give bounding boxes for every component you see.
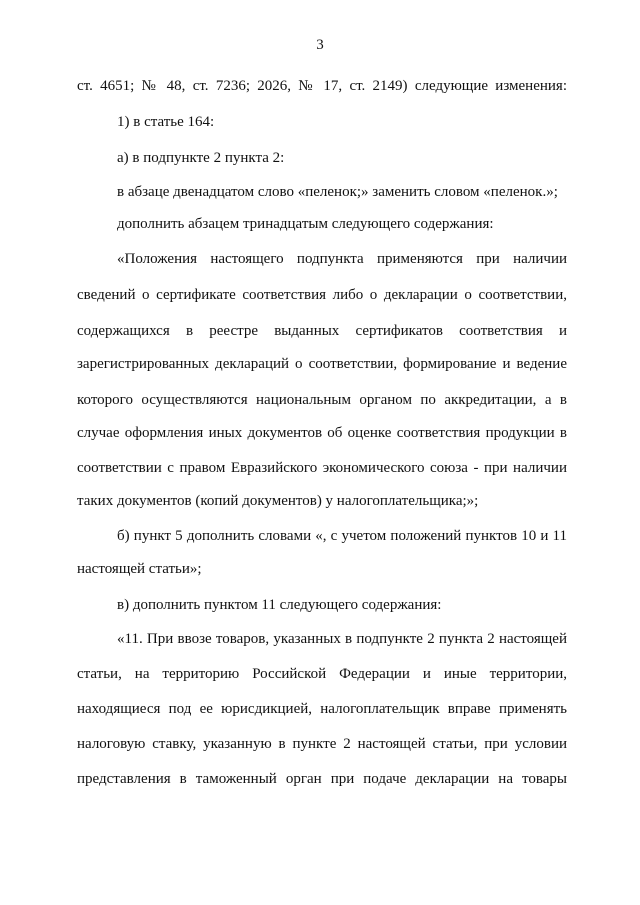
page-number: 3 [316, 37, 324, 53]
text-line: б) пункт 5 дополнить словами «, с учетом положений пунктов 10 и 11 [117, 528, 567, 544]
text-line: ст. 4651; № 48, ст. 7236; 2026, № 17, ст. 2149) следующие изменения: [77, 78, 567, 94]
text-line: 1) в статье 164: [117, 114, 215, 130]
text-line: находящиеся под ее юрисдикцией, налогоплательщик вправе применять [77, 701, 567, 717]
text-line: которого осуществляются национальным органом по аккредитации, а в [77, 392, 567, 408]
text-line: соответствии с правом Евразийского экономического союза - при наличии [77, 460, 567, 476]
text-line: «11. При ввозе товаров, указанных в подпункте 2 пункта 2 настоящей [117, 631, 567, 647]
text-line: а) в подпункте 2 пункта 2: [117, 150, 285, 166]
text-line: таких документов (копий документов) у налогоплательщика;»; [77, 493, 479, 509]
text-line: сведений о сертификате соответствия либо о декларации о соответствии, [77, 287, 567, 303]
text-line: случае оформления иных документов об оценке соответствия продукции в [77, 425, 567, 441]
text-line: настоящей статьи»; [77, 561, 202, 577]
text-line: статьи, на территорию Российской Федерации и иные территории, [77, 666, 567, 682]
text-line: налоговую ставку, указанную в пункте 2 настоящей статьи, при условии [77, 736, 567, 752]
text-line: «Положения настоящего подпункта применяются при наличии [117, 251, 567, 267]
text-line: дополнить абзацем тринадцатым следующего содержания: [117, 216, 494, 232]
text-line: в абзаце двенадцатом слово «пеленок;» заменить словом «пеленок.»; [117, 184, 558, 200]
text-line: в) дополнить пунктом 11 следующего содержания: [117, 597, 442, 613]
text-line: содержащихся в реестре выданных сертификатов соответствия и [77, 323, 567, 339]
text-line: зарегистрированных деклараций о соответствии, формирование и ведение [77, 356, 567, 372]
text-line: представления в таможенный орган при подаче декларации на товары [77, 771, 567, 787]
